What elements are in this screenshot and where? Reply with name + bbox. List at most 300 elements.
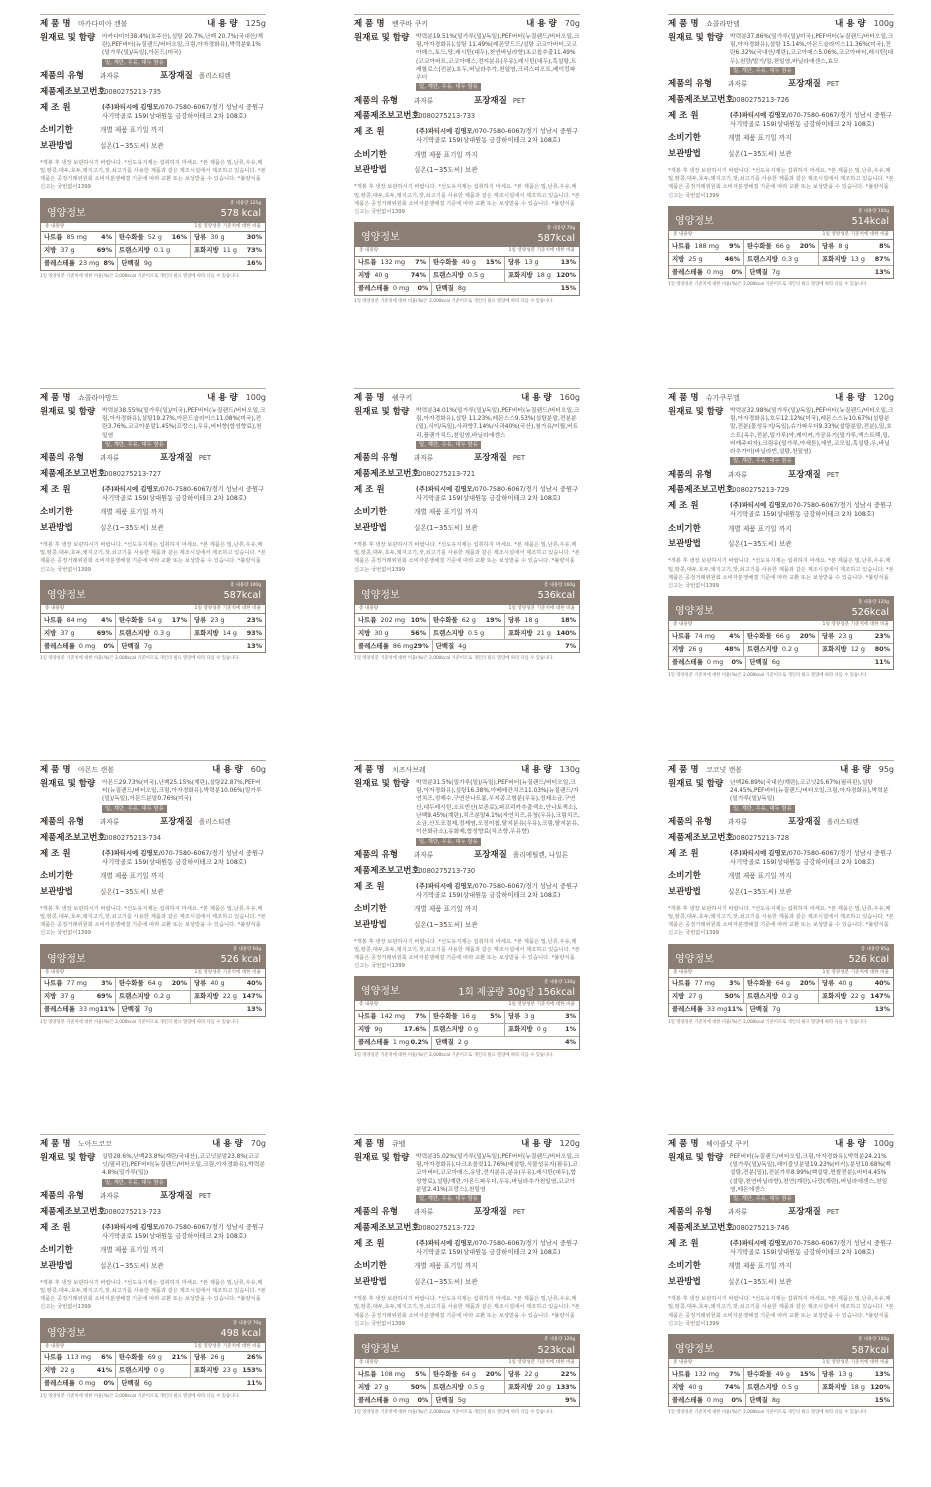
- carb-pct: 5%: [490, 1012, 501, 1021]
- maker-address: /070-7580-6067/경기 성남시 중원구 사기막골로 159(상대원동 금강하이테크 2차 108호): [730, 1240, 893, 1257]
- divider: [354, 388, 580, 389]
- maker-value: [416, 882, 580, 900]
- total-value: 70g: [566, 225, 575, 231]
- chol-pct: 0%: [417, 284, 429, 293]
- fat-pct: 69%: [96, 246, 112, 255]
- total-label: 총 내용량: [544, 979, 563, 985]
- fat-pct: 74%: [724, 1382, 740, 1391]
- nutrition-box: [354, 222, 580, 295]
- expiry-value: 개별 제품 표기일 까지: [414, 1262, 478, 1271]
- sub-note: 1일 영양성분 기준치에 대한 비율: [194, 1343, 261, 1349]
- total-value: 100g: [877, 1337, 889, 1343]
- sugar-label: 당류: [822, 1369, 835, 1378]
- fat-value: 37 g: [60, 628, 75, 637]
- report-value: 20080275213-729: [728, 486, 790, 495]
- ingredients-value: 박력분35.02%(밀가루(밀)/독일),PEF버터(뉴질랜드/버터오일,크림,아자경화유),다크초콜릿11.76%(배설탕,식물성유지(팜유),코코아버터,코코아매스,유당,전지분유,분유(우유),레시틴(대두),합성향료),설탕/계란,아몬드파우더,우유,바닐라추가천일염,코코아분말2.41%(프랑스),천일염: [416, 1154, 580, 1193]
- volume-value: 70g: [564, 19, 580, 28]
- trans-value: 0 g: [153, 1366, 165, 1375]
- sodium-pct: 6%: [101, 1353, 112, 1362]
- carb-pct: 20%: [799, 632, 815, 641]
- maker-value: [730, 501, 894, 519]
- volume-value: 60g: [250, 765, 266, 774]
- protein-pct: 13%: [874, 267, 890, 276]
- sat-label: 포화지방: [508, 1025, 533, 1034]
- storage-value: 실온(1~35도씨) 보관: [414, 920, 478, 929]
- storage-value: 실온(1~35도씨) 보관: [414, 524, 478, 533]
- nutrition-title: 영양정보: [675, 215, 714, 227]
- sodium-label: 나트륨: [358, 1369, 377, 1378]
- nutrition-title: 영양정보: [675, 1343, 714, 1355]
- product-name-label: 제 품 명: [668, 19, 699, 29]
- divider: [40, 760, 266, 761]
- pack-value: 폴리스티렌: [198, 817, 231, 826]
- report-value: 20080275213-726: [728, 95, 790, 104]
- carb-label: 탄수화물: [747, 979, 772, 988]
- nutrition-row: [355, 1037, 579, 1049]
- fat-pct: 56%: [410, 628, 426, 637]
- storage-label: 보관방법: [40, 523, 73, 534]
- storage-value: 실온(1~35도씨) 보관: [414, 166, 478, 175]
- expiry-label: 소비기한: [40, 1244, 73, 1255]
- type-label: 제품의 유형: [354, 849, 399, 860]
- sodium-label: 나트륨: [358, 258, 377, 267]
- product-name: 노아드코코: [78, 1140, 112, 1148]
- maker-address: /070-7580-6067/경기 성남시 중원구 사기막골로 159(상대원동 금강하이테크 2차 108호): [416, 882, 579, 899]
- sugar-pct: 13%: [874, 1369, 890, 1378]
- nutrition-total: [459, 980, 575, 999]
- ingredients-text: [730, 1153, 894, 1203]
- chol-label: 콜레스테롤: [358, 1038, 389, 1047]
- sodium-label: 나트륨: [358, 1012, 377, 1021]
- fat-label: 지방: [672, 645, 685, 654]
- sat-value: 11 g: [222, 246, 237, 255]
- nutrition-title: 영양정보: [361, 986, 400, 998]
- sugar-label: 당류: [822, 241, 835, 250]
- protein-label: 단백질: [749, 658, 768, 667]
- sat-label: 포화지방: [194, 628, 219, 637]
- chol-pct: 0%: [417, 1395, 429, 1404]
- carb-pct: 20%: [799, 979, 815, 988]
- product-label-card: [354, 388, 580, 662]
- protein-value: 2 g: [457, 1038, 469, 1047]
- nutrition-row: [669, 644, 893, 657]
- ingredients-value: 박력분37.86%(밀가루(밀)/미국),PEF버터(뉴질랜드/버터오일,크림,아자경화유),설탕 15.14%,아몬드슬라이스11.36%(미국),전란6.32%(국내산/계란),코코아매스5.06%,코코아버터,레시틴(대두),천량/발기/밀,천일염,바닐라에센스,효모: [730, 34, 894, 65]
- nutrition-header: [41, 945, 265, 969]
- sodium-label: 나트륨: [44, 615, 63, 624]
- sodium-value: 132 mg: [380, 258, 406, 267]
- carb-label: 탄수화물: [119, 979, 144, 988]
- expiry-label: 소비기한: [40, 870, 73, 881]
- sodium-value: 113 mg: [66, 1353, 92, 1362]
- sat-pct: 87%: [874, 254, 890, 263]
- carb-label: 탄수화물: [119, 615, 144, 624]
- nutrition-header: [355, 223, 579, 247]
- ingredients-text: [102, 779, 266, 813]
- pack-label: 포장재질: [160, 453, 193, 464]
- fat-label: 지방: [672, 254, 685, 263]
- storage-label: 보관방법: [354, 919, 387, 930]
- carb-value: 52 g: [147, 233, 162, 242]
- maker-address: /070-7580-6067/경기 성남시 중원구 사기막골로 159(상대원동 금강하이테크 2차 108호): [730, 111, 893, 128]
- sugar-pct: 13%: [560, 258, 576, 267]
- nutrition-box: [668, 206, 894, 279]
- ingredients-text: [416, 1153, 580, 1203]
- carb-pct: 20%: [485, 1369, 501, 1378]
- carb-pct: 20%: [171, 979, 187, 988]
- trans-label: 트랜스지방: [433, 271, 464, 280]
- sat-value: 13 g: [850, 254, 865, 263]
- sat-pct: 147%: [242, 992, 262, 1001]
- storage-label: 보관방법: [40, 886, 73, 897]
- nutrition-total: [849, 947, 889, 966]
- sodium-label: 나트륨: [44, 233, 63, 242]
- fat-pct: 74%: [410, 271, 426, 280]
- storage-label: 보관방법: [668, 149, 701, 160]
- report-label: 제품제조보고번호: [40, 832, 106, 843]
- type-value: 과자류: [414, 96, 434, 105]
- pack-value: PET: [826, 1208, 840, 1217]
- nutrition-header: [669, 1335, 893, 1359]
- maker-value: [416, 127, 580, 145]
- sat-pct: 73%: [246, 246, 262, 255]
- total-label: 총 내용량: [230, 583, 249, 589]
- sugar-label: 당류: [508, 258, 521, 267]
- maker-name: (주)파티시에 김영모: [102, 849, 159, 857]
- nutrition-box: [668, 944, 894, 1017]
- type-label: 제품의 유형: [40, 453, 85, 464]
- expiry-label: 소비기한: [668, 133, 701, 144]
- nutrition-footer: 1일 영양성분 기준치에 대한 비율(%)은 2,000kcal 기준이므로 개인의 필요 열량에 따라 다를 수 있습니다.: [354, 298, 554, 304]
- sat-label: 포화지방: [508, 628, 533, 637]
- ingredients-label: 원재료 및 함량: [40, 407, 96, 417]
- total-label: 총 내용량: [544, 583, 563, 589]
- kcal-value: 526 kcal: [220, 954, 261, 966]
- fat-value: 26 g: [688, 645, 703, 654]
- fat-label: 지방: [358, 1025, 371, 1034]
- protein-pct: 15%: [560, 284, 576, 293]
- carb-label: 탄수화물: [119, 233, 144, 242]
- maker-address: /070-7580-6067/경기 성남시 중원구 사기막골로 159(상대원동 금강하이테크 2차 108호): [102, 485, 265, 502]
- total-label: 총 내용량: [858, 1337, 877, 1343]
- total-value: 120g: [563, 1337, 575, 1343]
- total-value: 100g: [249, 583, 261, 589]
- fat-label: 지방: [44, 628, 57, 637]
- ingredients-label: 원재료 및 함량: [40, 33, 96, 43]
- nutrition-title: 영양정보: [675, 606, 714, 618]
- nutrition-row: [355, 283, 579, 295]
- fat-pct: 69%: [96, 992, 112, 1001]
- protein-value: 8g: [771, 1395, 780, 1404]
- fat-value: 40 g: [688, 1382, 703, 1391]
- nutrition-row: [355, 1381, 579, 1394]
- sugar-label: 당류: [508, 615, 521, 624]
- sodium-label: 나트륨: [672, 241, 691, 250]
- sugar-pct: 22%: [560, 1369, 576, 1378]
- nutrition-box: [354, 976, 580, 1049]
- nutrition-row: [355, 1368, 579, 1381]
- nutrition-header: [669, 207, 893, 231]
- nutrition-row: [41, 1365, 265, 1378]
- storage-value: 실온(1~35도씨) 보관: [100, 887, 164, 896]
- report-label: 제품제조보고번호: [354, 865, 420, 876]
- volume-value: 95g: [878, 765, 894, 774]
- sugar-pct: 26%: [246, 1353, 262, 1362]
- report-label: 제품제조보고번호: [40, 1206, 106, 1217]
- maker-value: [416, 1239, 580, 1257]
- storage-label: 보관방법: [354, 523, 387, 534]
- allergy-badge: 밀, 계란, 우유, 대두 함유: [102, 59, 167, 67]
- fat-label: 지방: [358, 628, 371, 637]
- carb-value: 66 g: [775, 632, 790, 641]
- chol-value: 0 mg: [78, 1379, 96, 1388]
- report-value: 20080275213-728: [728, 833, 790, 842]
- sugar-value: 8 g: [838, 241, 849, 250]
- ingredients-label: 원재료 및 함량: [354, 33, 410, 43]
- chol-value: 33 mg: [78, 1005, 100, 1014]
- nutrition-row: [669, 1368, 893, 1381]
- pack-value: 폴리스티렌: [198, 71, 231, 80]
- type-value: 과자류: [414, 454, 434, 463]
- protein-value: 6g: [143, 1379, 152, 1388]
- product-name: 쇼콜라아망드: [78, 394, 119, 402]
- maker-address: /070-7580-6067/경기 성남시 중원구 사기막골로 159(상대원동 금강하이테크 2차 108호): [416, 1240, 579, 1257]
- nutrition-row: [41, 258, 265, 270]
- sub-note: 1일 영양성분 기준치에 대한 비율: [508, 1002, 575, 1008]
- nutrition-row: [355, 627, 579, 640]
- sodium-value: 85 mg: [66, 233, 87, 242]
- product-name: 코코넛 캔볼: [706, 766, 743, 774]
- maker-name: (주)파티시에 김영모: [730, 849, 787, 857]
- nutrition-total: [221, 947, 261, 966]
- pack-label: 포장재질: [160, 70, 193, 81]
- chol-value: 0 mg: [706, 658, 724, 667]
- sub-note: 1일 영양성분 기준치에 대한 비율: [822, 969, 889, 975]
- ingredients-label: 원재료 및 함량: [40, 1153, 96, 1163]
- sat-value: 22 g: [850, 992, 865, 1001]
- fat-value: 27 g: [688, 992, 703, 1001]
- fat-label: 지방: [672, 1382, 685, 1391]
- report-label: 제품제조보고번호: [668, 94, 734, 105]
- nutrition-subheader: [355, 247, 579, 256]
- carb-value: 49 g: [775, 1369, 790, 1378]
- nutrition-row: [355, 1024, 579, 1037]
- product-name-label: 제 품 명: [354, 19, 385, 29]
- sat-pct: 133%: [556, 1382, 576, 1391]
- carb-value: 64 g: [775, 979, 790, 988]
- sub-total-label: 총 내용량: [673, 231, 693, 237]
- product-name: 쇼콜라만델: [706, 20, 740, 28]
- protein-pct: 13%: [246, 1005, 262, 1014]
- nutrition-total: [538, 1337, 575, 1356]
- volume-label: 내 용 량: [840, 765, 871, 775]
- storage-value: 실온(1~35도씨) 보관: [100, 141, 164, 150]
- product-name-label: 제 품 명: [354, 1139, 385, 1149]
- sugar-label: 당류: [194, 615, 207, 624]
- fat-label: 지방: [44, 992, 57, 1001]
- trans-value: 0.5 g: [467, 271, 485, 280]
- carb-label: 탄수화물: [747, 632, 772, 641]
- trans-value: 0.2 g: [781, 992, 799, 1001]
- nutrition-box: [40, 580, 266, 653]
- maker-address: /070-7580-6067/경기 성남시 중원구 사기막골로 159(상대원동 금강하이테크 2차 108호): [416, 128, 579, 145]
- product-label-card: [40, 760, 266, 1026]
- divider: [354, 14, 580, 15]
- expiry-value: 개별 제품 표기일 까지: [728, 871, 792, 880]
- protein-pct: 7%: [565, 641, 576, 650]
- trans-label: 트랜스지방: [433, 628, 464, 637]
- trans-value: 0.3 g: [153, 628, 171, 637]
- pack-value: 폴리스티렌: [826, 817, 859, 826]
- pack-label: 포장재질: [474, 453, 507, 464]
- chol-label: 콜레스테롤: [44, 1379, 75, 1388]
- total-label: 총 내용량: [230, 201, 249, 207]
- storage-value: 실온(1~35도씨) 보관: [100, 1261, 164, 1270]
- volume-label: 내 용 량: [521, 1139, 552, 1149]
- nutrition-title: 영양정보: [47, 207, 86, 219]
- allergy-badge: 밀, 계란, 우유, 대두 함유: [730, 67, 795, 75]
- chol-label: 콜레스테롤: [672, 267, 703, 276]
- maker-label: 제 조 원: [668, 110, 699, 121]
- ingredients-value: 박력분31.5%(밀가루(밀)/독일),PEF버터(뉴질랜드/버터오일,크림,아자경화유),설탕16.38%,아베테칸치즈11.03%(뉴질랜드/자연치즈,정제수,구연산나트륨,우지종고형분(우유),정제소금,구연산,대두레시틴,소르빈산(보존료),파프리카추출색소,안나토색소),난백9.45%(계란),치즈분말4.1%(자연치즈,유청(우유),크림치즈,소금,산도조절제,정제염,오징어칩,탈지분유(우유),크림,탈지분유,이산화규소),유화제,합성향료(치즈향,우유향): [416, 780, 580, 836]
- volume-label: 내 용 량: [526, 19, 557, 29]
- storage-value: 실온(1~35도씨) 보관: [728, 150, 792, 159]
- nutrition-footer: 1일 영양성분 기준치에 대한 비율(%)은 2,000kcal 기준이므로 개인의 필요 열량에 따라 다를 수 있습니다.: [668, 1410, 868, 1416]
- pack-label: 포장재질: [474, 1207, 507, 1218]
- nutrition-total: [538, 583, 575, 602]
- product-name-label: 제 품 명: [40, 393, 71, 403]
- product-name-label: 제 품 명: [668, 765, 699, 775]
- ingredients-label: 원재료 및 함량: [354, 779, 410, 789]
- sodium-value: 84 mg: [66, 615, 87, 624]
- sodium-pct: 3%: [101, 979, 112, 988]
- nutrition-header: [41, 199, 265, 223]
- carb-label: 탄수화물: [433, 1369, 458, 1378]
- chol-pct: 0%: [731, 1395, 743, 1404]
- storage-label: 보관방법: [354, 1277, 387, 1288]
- sodium-label: 나트륨: [358, 615, 377, 624]
- total-value: 95g: [880, 947, 889, 953]
- protein-pct: 11%: [246, 1379, 262, 1388]
- nutrition-header: [669, 597, 893, 621]
- kcal-value: 587kcal: [851, 1344, 889, 1356]
- nutrition-footer: 1일 영양성분 기준치에 대한 비율(%)은 2,000kcal 기준이므로 개인의 필요 열량에 따라 다를 수 있습니다.: [40, 1019, 240, 1025]
- storage-label: 보관방법: [668, 886, 701, 897]
- divider: [354, 1134, 580, 1135]
- product-name-label: 제 품 명: [40, 19, 71, 29]
- protein-value: 8g: [457, 284, 466, 293]
- nutrition-row: [41, 627, 265, 640]
- sodium-pct: 4%: [729, 632, 740, 641]
- notice-text: *개봉 후 냉장 보관하시기 바랍니다. *선도유지제는 섭취하지 마세요. *본 제품은 밀,난류,우유,메밀,땅콩,대두,호두,돼지고기,잣,쇠고기를 사용한 제품과 같은 제조시설에서 제조하고 있습니다. *본 제품은 공정거래위원회 소비자분쟁해결 기준에 따라 교환 또는 보상받을 수 있습니다. *불량식품 신고는 국번없이1399: [354, 541, 580, 573]
- carb-pct: 15%: [799, 1369, 815, 1378]
- kcal-value: 526 kcal: [848, 954, 889, 966]
- nutrition-title: 영양정보: [47, 1327, 86, 1339]
- sodium-value: 188 mg: [694, 241, 720, 250]
- trans-label: 트랜스지방: [119, 992, 150, 1001]
- nutrition-title: 영양정보: [361, 232, 400, 244]
- product-name: 밴쿠바 쿠키: [392, 20, 429, 28]
- type-value: 과자류: [728, 817, 748, 826]
- ingredients-label: 원재료 및 함량: [668, 407, 724, 417]
- volume-label: 내 용 량: [212, 765, 243, 775]
- ingredients-text: [102, 1153, 266, 1187]
- sodium-label: 나트륨: [44, 979, 63, 988]
- trans-label: 트랜스지방: [747, 1382, 778, 1391]
- report-label: 제품제조보고번호: [668, 485, 734, 496]
- ingredients-value: 박력분34.01%(밀가루(밀)/독일),PEF버터(뉴질랜드/버터오일,크림,아자경화유),설탕 11.23%,레몬스스9.53%(설탕분말,전분분(밀),식이/독일),사과향7.14%/사과40%(국산),첨가유/이퀄,버트리,플랜가치드,천일염,바닐라에센스: [416, 408, 580, 439]
- nutrition-footer: 1일 영양성분 기준치에 대한 비율(%)은 2,000kcal 기준이므로 개인의 필요 열량에 따라 다를 수 있습니다.: [40, 1393, 240, 1399]
- nutrition-total: [221, 1321, 261, 1340]
- sugar-value: 13 g: [838, 1369, 853, 1378]
- sub-total-label: 총 내용량: [359, 1002, 379, 1008]
- chol-value: 0 mg: [78, 641, 96, 650]
- volume-label: 내 용 량: [207, 393, 238, 403]
- pack-label: 포장재질: [788, 469, 821, 480]
- ingredients-label: 원재료 및 함량: [40, 779, 96, 789]
- sub-total-label: 총 내용량: [45, 969, 65, 975]
- nutrition-footer: 1일 영양성분 기준치에 대한 비율(%)은 2,000kcal 기준이므로 개인의 필요 열량에 따라 다를 수 있습니다.: [354, 656, 554, 662]
- volume-label: 내 용 량: [521, 393, 552, 403]
- sugar-label: 당류: [508, 1012, 521, 1021]
- trans-label: 트랜스지방: [433, 1382, 464, 1391]
- protein-value: 7g: [771, 267, 780, 276]
- protein-label: 단백질: [749, 267, 768, 276]
- ingredients-value: 박력분38.55%(밀가루(밀)/미국),PEF버터(뉴질랜드/버터오일,크림,아자경화유),설탕19.27%,아몬드슬라이스11.08%(미국),전란3.76%,코코아분말1.45%(프랑스),우유,버터향(합성향료),천일염: [102, 408, 266, 439]
- nutrition-footer: 1일 영양성분 기준치에 대한 비율(%)은 2,000kcal 기준이므로 개인의 필요 열량에 따라 다를 수 있습니다.: [668, 672, 868, 678]
- kcal-value: 514kcal: [851, 216, 889, 228]
- sub-note: 1일 영양성분 기준치에 대한 비율: [508, 1359, 575, 1365]
- storage-label: 보관방법: [40, 1260, 73, 1271]
- sub-total-label: 총 내용량: [359, 605, 379, 611]
- volume-label: 내 용 량: [835, 19, 866, 29]
- maker-address: /070-7580-6067/경기 성남시 중원구 사기막골로 159(상대원동 금강하이테크 2차 108호): [730, 502, 893, 519]
- maker-name: (주)파티시에 김영모: [102, 485, 159, 493]
- product-name-label: 제 품 명: [668, 1139, 699, 1149]
- maker-name: (주)파티시에 김영모: [730, 502, 787, 510]
- sat-pct: 1%: [565, 1025, 576, 1034]
- chol-label: 콜레스테롤: [44, 1005, 75, 1014]
- nutrition-total: [852, 1337, 889, 1356]
- pack-label: 포장재질: [474, 849, 507, 860]
- sugar-value: 13 g: [524, 258, 539, 267]
- type-label: 제품의 유형: [40, 70, 85, 81]
- fat-value: 30 g: [374, 628, 389, 637]
- carb-value: 69 g: [147, 1353, 162, 1362]
- chol-value: 0 mg: [392, 284, 410, 293]
- sugar-pct: 23%: [246, 615, 262, 624]
- protein-pct: 13%: [246, 641, 262, 650]
- nutrition-title: 영양정보: [47, 953, 86, 965]
- pack-value: PET: [198, 454, 212, 463]
- allergy-badge: 밀, 계란, 우유, 대두 함유: [730, 805, 795, 813]
- nutrition-subheader: [669, 1359, 893, 1368]
- type-label: 제품의 유형: [668, 1207, 713, 1218]
- nutrition-row: [669, 1381, 893, 1394]
- pack-label: 포장재질: [160, 1190, 193, 1201]
- expiry-label: 소비기한: [668, 1261, 701, 1272]
- pack-value: PET: [826, 470, 840, 479]
- storage-value: 실온(1~35도씨) 보관: [728, 1278, 792, 1287]
- type-value: 과자류: [100, 454, 120, 463]
- nutrition-row: [41, 1352, 265, 1365]
- storage-label: 보관방법: [40, 140, 73, 151]
- protein-pct: 9%: [565, 1395, 576, 1404]
- protein-pct: 13%: [874, 1005, 890, 1014]
- nutrition-row: [355, 257, 579, 270]
- kcal-value: 156kcal: [537, 987, 575, 999]
- maker-value: [102, 103, 266, 121]
- sat-pct: 140%: [556, 628, 576, 637]
